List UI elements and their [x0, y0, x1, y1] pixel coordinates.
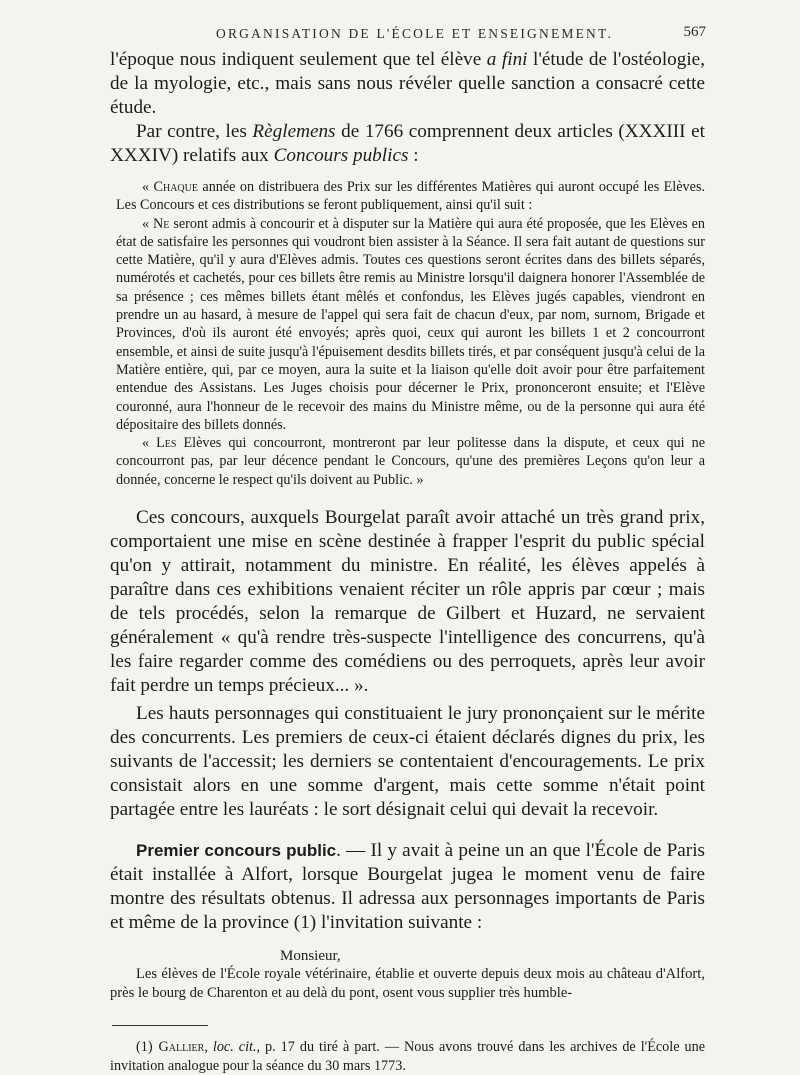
page-number: 567: [683, 24, 706, 40]
quote-article-3: « Les Elèves qui concourront, montreront par leur politesse dans la dispute, et ceux qui ne concourront pas, par leur décence pendant le Concours, qu'une des premières Leçons qu'on leur a donnée, concerne le respect qu'ils doivent au Public. »: [116, 435, 706, 488]
section-title: Premier concours public: [136, 841, 337, 861]
paragraph-reglemens: Par contre, les Règlemens de 1766 comprennent deux articles (XXXIII et XXXIV) relatifs aux Concours publics :: [110, 121, 705, 166]
footnote: (1) Gallier, loc. cit., p. 17 du tiré à part. — Nous avons trouvé dans les archives de l'École une invitation analogue pour la séance du 30 mars 1773.: [110, 1039, 706, 1074]
paragraph-concours: Ces concours, auxquels Bourgelat paraît avoir attaché un très grand prix, comportaient une mise en scène destinée à frapper l'esprit du public spécial qu'on y attirait, notamment du ministre. En réalité, les élèves appelés à paraître dans ces exhibitions venaient réciter un rôle appris par cœur ; mais de tels procédés, selon la remarque de Gilbert et Huzard, ne servaient généralement « qu'à rendre très-suspecte l'intelligence des concurrens, qu'à les faire regarder comme des comédiens ou des perroquets, après leur avoir fait perdre un temps précieux... ».: [110, 507, 705, 697]
letter-body: Les élèves de l'École royale vétérinaire, établie et ouverte depuis deux mois au château d'Alfort, près le bourg de Charenton et au delà du pont, osent vous supplier très humble-: [110, 966, 705, 1002]
quote-article-1: « Chaque année on distribuera des Prix sur les différentes Matières qui auront occupé les Elèves. Les Concours et ces distributions se feront publiquement, ainsi qu'il suit :: [116, 179, 706, 214]
section-premier-concours: Premier concours public. — Il y avait à peine un an que l'École de Paris était installée à Alfort, lorsque Bourgelat jugea le moment venu de faire montre des résultats obtenus. Il adressa aux personnages importants de Paris et même de la province (1) l'invitation suivante :: [110, 840, 705, 934]
header-title: ORGANISATION DE L'ÉCOLE ET ENSEIGNEMENT.: [216, 26, 614, 41]
paragraph-jury: Les hauts personnages qui constituaient le jury prononçaient sur le mérite des concurrents. Les premiers de ceux-ci étaient déclarés dignes du prix, les suivants de l'accessit; les derniers se contentaient d'encouragements. Le prix consistait alors en une somme d'argent, mais cette somme n'était point partagée entre les lauréats : le sort désignait celui qui devait la recevoir.: [110, 703, 705, 821]
block-quote: [110, 178, 705, 489]
running-header: [216, 26, 706, 42]
quote-article-2: « Ne seront admis à concourir et à disputer sur la Matière qui aura été proposée, que les Elèves en état de satisfaire les personnes qui voudront bien assister à la Séance. Il sera fait autant de questions sur cette Matière, qu'il y aura d'Elèves admis. Toutes ces questions seront écrites dans des billets séparés, numérotés et cachetés, pour ces billets être remis au Ministre lorsqu'il daignera honorer l'Assemblée de sa présence ; ces mêmes billets étant mêlés et confondus, les Elèves jugés capables, viendront en prendre un au hasard, à mesure de l'appel qui sera fait de chacun d'eux, par nom, surnom, Brigade et Provinces, d'où ils auront été envoyés; après quoi, ceux qui auront les billets 1 et 2 concourront ensemble, et ainsi de suite jusqu'à l'épuisement desdits billets tirés, et par conséquent jusqu'à celui de la Matière entière, qui, par ce moyen, aura la suite et la liaison qu'elle doit avoir pour être parfaitement entendue des Assistans. Les Juges choisis pour décerner le Prix, prononceront ensuite; et l'Elève couronné, aura l'honneur de le recevoir des mains du Ministre même, ou de la personne qui aura été dépositaire des billets donnés.: [116, 215, 705, 433]
footnote-rule: [112, 1025, 208, 1026]
paragraph-intro: l'époque nous indiquent seulement que tel élève a fini l'étude de l'ostéologie, de la myologie, etc., mais sans nous révéler quelle sanction a consacré cette étude.: [110, 49, 705, 118]
letter-greeting: Monsieur,: [280, 948, 341, 965]
page-text: [110, 48, 705, 1075]
